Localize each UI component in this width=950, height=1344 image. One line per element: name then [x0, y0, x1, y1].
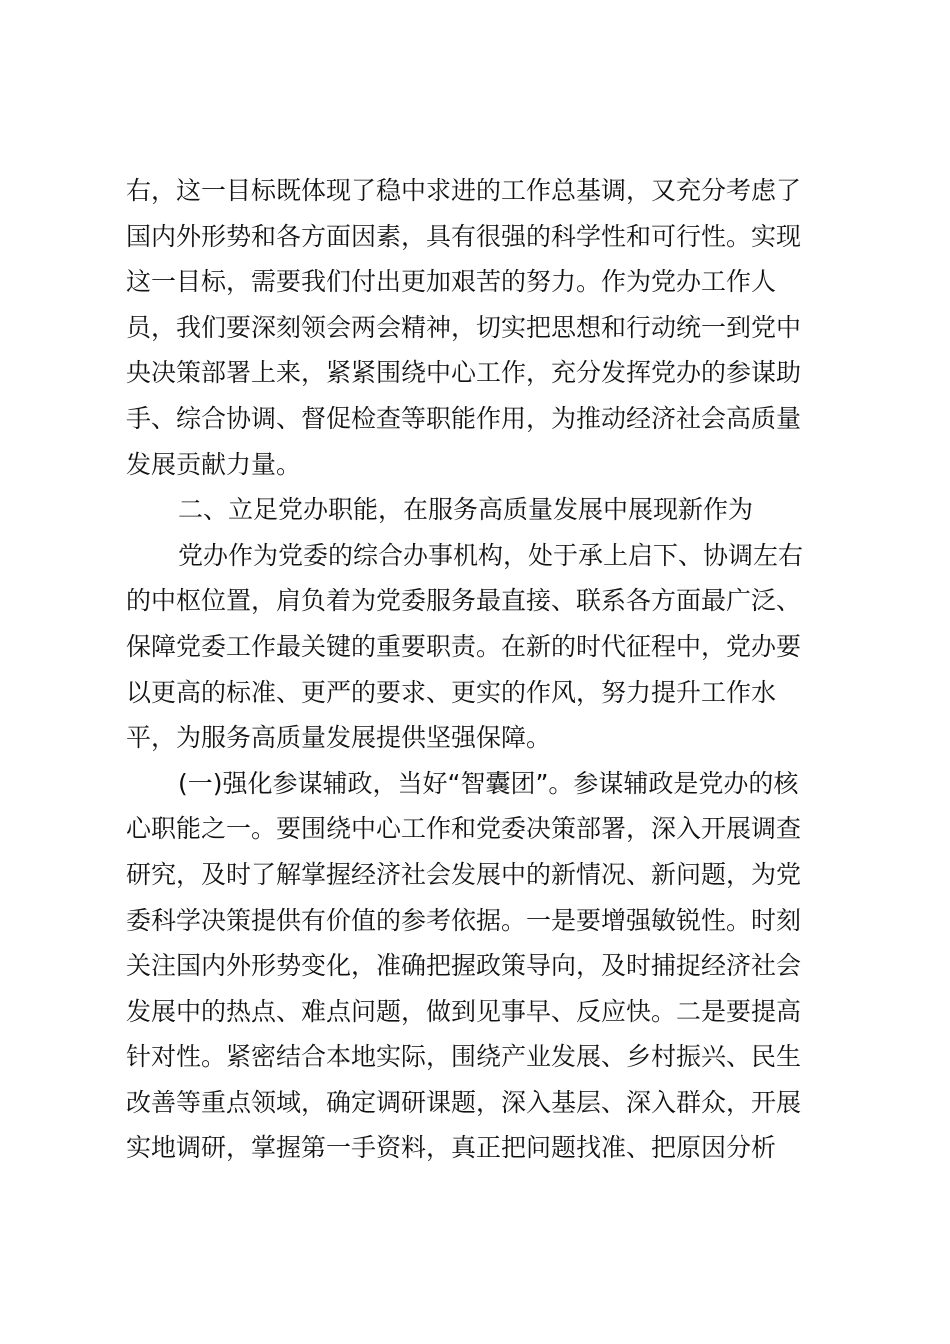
text-line: 针对性。紧密结合本地实际，围绕产业发展、乡村振兴、民生	[126, 1042, 802, 1072]
text-line: 研究，及时了解掌握经济社会发展中的新情况、新问题，为党	[126, 859, 802, 889]
text-line: 这一目标，需要我们付出更加艰苦的努力。作为党办工作人	[126, 267, 777, 297]
text-line: 实地调研，掌握第一手资料，真正把问题找准、把原因分析	[126, 1133, 777, 1163]
text-line: 关注国内外形势变化，准确把握政策导向，及时捕捉经济社会	[126, 951, 802, 981]
text-line: 保障党委工作最关键的重要职责。在新的时代征程中，党办要	[126, 631, 802, 661]
text-line: 委科学决策提供有价值的参考依据。一是要增强敏锐性。时刻	[126, 905, 802, 935]
text-line: 手、综合协调、督促检查等职能作用，为推动经济社会高质量	[126, 403, 802, 433]
text-line: 改善等重点领域，确定调研课题，深入基层、深入群众，开展	[126, 1087, 802, 1117]
text-line: 央决策部署上来，紧紧围绕中心工作，充分发挥党办的参谋助	[126, 358, 802, 388]
text-line: 心职能之一。要围绕中心工作和党委决策部署，深入开展调查	[126, 814, 802, 844]
document-body	[126, 168, 826, 1171]
section-heading: 二、立足党办职能，在服务高质量发展中展现新作为	[178, 495, 754, 525]
text-line: 国内外形势和各方面因素，具有很强的科学性和可行性。实现	[126, 221, 802, 251]
text-line: 发展贡献力量。	[126, 449, 302, 479]
text-line: 以更高的标准、更严的要求、更实的作风，努力提升工作水	[126, 677, 777, 707]
text-line: 员，我们要深刻领会两会精神，切实把思想和行动统一到党中	[126, 312, 802, 342]
text-line: 发展中的热点、难点问题，做到见事早、反应快。二是要提高	[126, 996, 802, 1026]
text-line: 的中枢位置，肩负着为党委服务最直接、联系各方面最广泛、	[126, 586, 802, 616]
text-line: 平，为服务高质量发展提供坚强保障。	[126, 723, 552, 753]
text-line: 右，这一目标既体现了稳中求进的工作总基调，又充分考虑了	[126, 176, 802, 205]
text-line: (一)强化参谋辅政，当好“智囊团”。参谋辅政是党办的核	[178, 768, 799, 798]
text-line: 党办作为党委的综合办事机构，处于承上启下、协调左右	[178, 540, 804, 570]
